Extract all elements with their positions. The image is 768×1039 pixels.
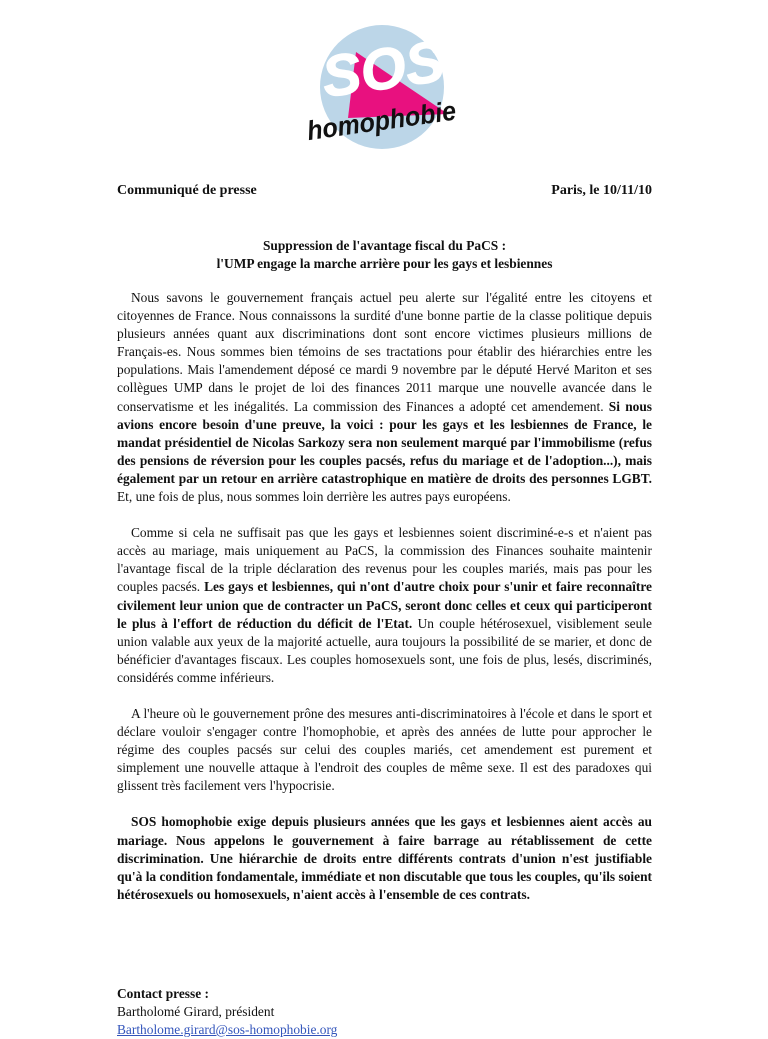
press-release-body: [117, 289, 652, 922]
title-line-1: Suppression de l'avantage fiscal du PaCS :: [262, 238, 507, 253]
paragraph-2-part-1: Comme si cela ne suffisait pas que les gays et lesbiennes soient discriminé-e-s et n'aient pas accès au mariage, mais uniquement au PaCS, la commission des Finances souhaite maintenir l'avantage fiscal de la triple déclaration des revenus pour les couples mariés, mais pas pour les couples pacsés.: [117, 525, 652, 595]
paragraph-2-part-2: Un couple hétérosexuel, visiblement seule union valable aux yeux de la majorité actuelle, aura toujours la possibilité de se marier, et donc de bénéficier d'avantages fiscaux. Les couples homosexuels sont, une fois de plus, lesés, discriminés, considérés comme inférieurs.: [117, 615, 652, 685]
contact-email-link[interactable]: Bartholome.girard@sos-homophobie.org: [117, 1022, 338, 1037]
press-contact: [117, 985, 652, 1039]
paragraph-4: SOS homophobie exige depuis plusieurs années que les gays et lesbiennes aient accès au mariage. Nous appelons le gouvernement à faire barrage au rétablissement de cette discrimination. Une hiérarchie de droits entre différents contrats d'union n'est justifiable qu'à la condition fondamentale, immédiate et non discutable que tous les couples, qu'ils soient hétérosexuels ou homosexuels, n'aient accès à l'ensemble de ces contrats.: [117, 814, 652, 902]
paragraph-3: A l'heure où le gouvernement prône des mesures anti-discriminatoires à l'école et dans le sport et déclare vouloir s'engager contre l'homophobie, et après des années de lutte pour approcher le régime des couples pacsés sur celui des couples mariés, cet amendement est purement et simplement une nouvelle attaque à l'endroit des couples de même sexe. Il est des paradoxes qui glissent très facilement vers l'hypocrisie.: [117, 705, 652, 794]
document-type: Communiqué de presse: [117, 183, 257, 198]
title-line-2: l'UMP engage la marche arrière pour les gays et lesbiennes: [216, 256, 553, 271]
logo-text-sos: SOS: [317, 28, 449, 110]
paragraph-1: [117, 289, 652, 506]
paragraph-2: [117, 524, 652, 687]
paragraph-1-part-1: Nous savons le gouvernement français actuel peu alerte sur l'égalité entre les citoyens et citoyennes de France. Nous connaissons la surdité d'une bonne partie de la classe politique depuis plusieurs années quant aux discriminations dont sont encore victimes plusieurs millions de Français-es. Nous sommes bien témoins de ses tractations pour établir des hiérarchies entre les populations. Mais l'amendement déposé ce mardi 9 novembre par le député Hervé Mariton et ses collègues UMP dans le projet de loi des finances 2011 marque une nouvelle avancée dans le conservatisme et les inégalités. La commission des Finances a adopté cet amendement.: [117, 290, 652, 414]
paragraph-2-bold: Les gays et lesbiennes, qui n'ont d'autre choix pour s'unir et faire reconnaître civilement leur union que de contracter un PaCS, seront donc celles et ceux qui participeront le plus à l'effort de réduction du déficit de l'Etat.: [117, 579, 652, 631]
logo-text-homophobie: homophobie: [305, 93, 470, 147]
paragraph-1-part-2: Et, une fois de plus, nous sommes loin derrière les autres pays européens.: [117, 489, 511, 505]
paragraph-1-bold: Si nous avions encore besoin d'une preuve, la voici : pour les gays et les lesbiennes de France, le mandat présidentiel de Nicolas Sarkozy sera non seulement marqué par l'immobilisme (refus des pensions de réversion pour les couples pacsés, refus du mariage et de l'adoption...), mais également par un retour en arrière catastrophique en matière de droits des personnes LGBT.: [117, 398, 652, 486]
header-row: [117, 183, 652, 199]
contact-name: Bartholomé Girard, président: [117, 1003, 275, 1019]
place-and-date: Paris, le 10/11/10: [551, 183, 652, 198]
press-release-title: [117, 237, 652, 273]
sos-homophobie-logo: [300, 22, 470, 152]
contact-label: Contact presse :: [117, 986, 209, 1001]
